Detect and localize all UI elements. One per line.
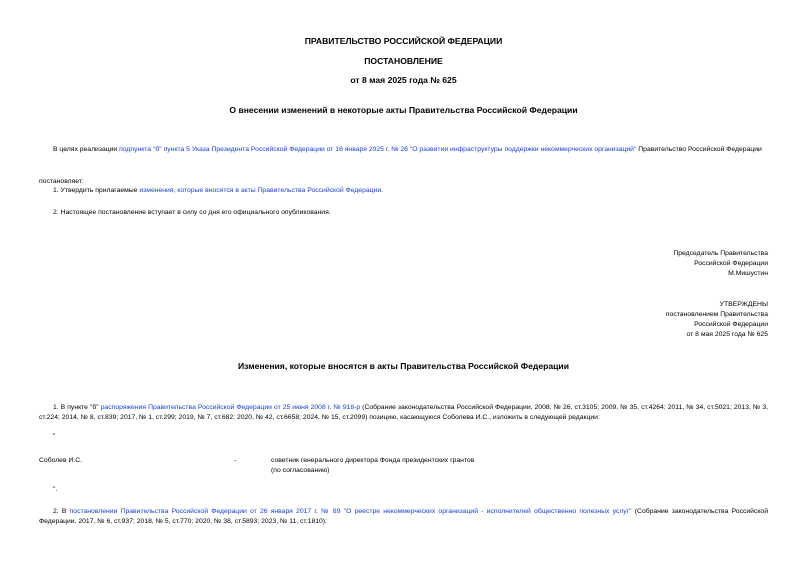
document-type: ПОСТАНОВЛЕНИЕ xyxy=(364,56,443,66)
person-dash: - xyxy=(234,457,237,464)
person-role-line-1: советник генерального директора Фонда президентских грантов xyxy=(271,457,475,464)
document-date: от 8 мая 2025 года № 625 xyxy=(350,75,457,85)
preamble-text-end: Правительство Российской Федерации xyxy=(636,146,762,153)
approval-line-4: от 8 мая 2025 года № 625 xyxy=(686,331,768,338)
approval-line-3: Российской Федерации xyxy=(694,321,768,328)
approval-line-1: УТВЕРЖДЕНЫ xyxy=(719,301,768,308)
item-1 xyxy=(53,186,383,196)
change-2-text-end: (Собрание законодательства Российской Федерации, 2017, № 6, ст.937; 2018, № 5, ст.770; 2020, № 38, ст.5893; 2023, № 11, ст.1810): xyxy=(39,508,769,525)
changes-link[interactable]: изменения, которые вносятся в акты Правительства Российской Федерации xyxy=(139,187,382,194)
resolution-89-link[interactable]: постановлении Правительства Российской Федерации от 26 января 2017 г. № 89 "О реестре некоммерческих организаций - исполнителей общественно полезных услуг" xyxy=(69,508,632,515)
changes-title: Изменения, которые вносятся в акты Правительства Российской Федерации xyxy=(237,361,569,371)
person-role xyxy=(271,456,474,476)
signature-line-1: Председатель Правительства xyxy=(673,250,768,257)
change-1-text-start: 1. В пункте "б" xyxy=(53,404,101,411)
order-918-link[interactable]: распоряжения Правительства Российской Федерации от 25 июня 2008 г. № 918-р xyxy=(100,404,361,411)
document-subject: О внесении изменений в некоторые акты Правительства Российской Федерации xyxy=(229,105,578,115)
signature-block xyxy=(468,249,768,279)
signature-line-2: Российской Федерации xyxy=(694,260,768,267)
item-2: 2. Настоящее постановление вступает в силу со дня его официального опубликования. xyxy=(53,209,331,216)
person-role-line-2: (по согласованию) xyxy=(271,467,330,474)
approval-line-2: постановлением Правительства xyxy=(665,311,768,318)
change-2-text-start: 2. В xyxy=(53,508,70,515)
government-title: ПРАВИТЕЛЬСТВО РОССИЙСКОЙ ФЕДЕРАЦИИ xyxy=(304,36,503,46)
person-name: Соболев И.С. xyxy=(39,457,83,464)
change-1-text-end: (Собрание законодательства Российской Федерации, 2008, № 26, ст.3105; 2009, № 35, ст.4264; 2011, № 34, ст.5021; 2013, № 3, ст.224; 2014, № 8, ст.839; 2017, № 1, ст.299; 2019, № 7, ст.682; 2020, № 42, ст.6658; 2024, № 15, ст.2099) позицию, касающуюся Соболева И.С., изложить в следующей редакции: xyxy=(39,404,768,421)
decree-link[interactable]: подпункта "б" пункта 5 Указа Президента Российской Федерации от 16 января 2025 г. № 26 "О развитии инфраструктуры поддержки некоммерческих организаций" xyxy=(119,146,637,153)
preamble-paragraph xyxy=(39,145,768,155)
quote-open: " xyxy=(53,433,56,440)
signature-line-3: М.Мишустин xyxy=(728,270,768,277)
quote-close: ". xyxy=(53,486,58,493)
item-1-text-end: . xyxy=(381,187,384,194)
resolves-text: постановляет: xyxy=(39,178,84,185)
approval-block xyxy=(468,300,768,340)
preamble-text-start: В целях реализации xyxy=(53,146,120,153)
item-1-text-start: 1. Утвердить прилагаемые xyxy=(53,187,140,194)
change-1-paragraph xyxy=(39,403,768,423)
change-2-paragraph xyxy=(39,507,768,527)
